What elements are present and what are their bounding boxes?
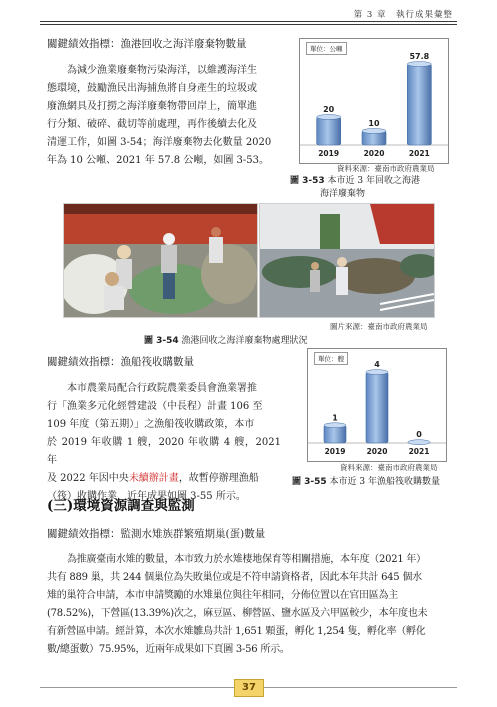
- figure-caption: [290, 173, 420, 186]
- kpi-heading-boat-buyback: 關鍵績效指標：漁船筏收購數量: [47, 356, 194, 368]
- para-line: 本市農業局配合行政院農業委員會漁業署推: [67, 383, 257, 394]
- photo-figure-number: 圖 3-54: [144, 336, 179, 346]
- boat-buyback-paragraph: [47, 380, 281, 506]
- chart-unit-label: 單位：艘: [314, 352, 348, 365]
- chart-bar-top: [317, 115, 341, 120]
- figure-caption-text: 本市近 3 年回收之海港: [327, 176, 420, 186]
- photo-waste-yard: [259, 203, 435, 318]
- marine-waste-paragraph: [47, 62, 279, 170]
- para-line: 數/總蛋數）75.95%，近兩年成果如下頁圖 3-56 所示。: [47, 644, 290, 655]
- chart-boat-buyback-svg: [308, 349, 446, 461]
- chart-bar-top: [324, 423, 346, 428]
- chart-data-label: 57.8: [409, 52, 430, 62]
- chart-data-label: 4: [374, 360, 380, 370]
- para-line: 清運工作，如圖 3-54；海洋廢棄物去化數量 2020: [47, 137, 272, 148]
- photo-waste-sorting-image: [64, 204, 257, 317]
- para-line: 共有 889 巢，共 244 個巢位為失敗巢位或是不符申請資格者，因此本年共計 645 個水: [47, 572, 422, 583]
- para-line: 態環境，鼓勵漁民出海捕魚將自身產生的垃圾或: [47, 83, 257, 94]
- highlight-red-text: 未續辦計畫: [128, 473, 179, 484]
- chart-bar: [407, 64, 431, 145]
- chart-tick-label: 2019: [324, 447, 346, 456]
- chart-bar: [317, 117, 341, 145]
- section-title: (三)環境資源調查與監測: [47, 498, 195, 514]
- figure-caption-text: 本市近 3 年漁船筏收購數量: [329, 477, 440, 487]
- para-line: 有新營區申請。經計算，本次水雉雛鳥共計 1,651 顆蛋，孵化 1,254 隻，孵化率（孵化: [47, 626, 426, 637]
- chart-bar-top: [408, 440, 430, 445]
- photo-waste-sorting: [63, 203, 258, 318]
- figure-caption: [292, 474, 440, 487]
- para-line: 年為 10 公噸、2021 年 57.8 公噸，如圖 3-53。: [47, 155, 269, 166]
- chart-data-label: 1: [332, 413, 338, 423]
- chart-data-label: 10: [368, 119, 380, 128]
- para-line: （筏）收購作業，近年成果如圖 3-55 所示。: [47, 491, 246, 502]
- chart-marine-waste: [299, 38, 449, 164]
- figure-number: 圖 3-53: [290, 176, 325, 186]
- chart-tick-label: 2021: [408, 149, 430, 158]
- chart-tick-label: 2019: [318, 149, 340, 158]
- para-line: [47, 470, 281, 488]
- chart-bar-top: [362, 129, 386, 134]
- chart-bar-top: [366, 370, 388, 375]
- photo-waste-yard-image: [260, 204, 434, 317]
- para-text: 及 2022 年因中央: [47, 473, 129, 484]
- running-header: 第 3 章 執行成果彙整: [353, 10, 453, 20]
- page-number: 37: [234, 679, 264, 697]
- photo-caption: [144, 333, 308, 346]
- para-line: 109 年度（第五期）」之漁船筏收購政策，本市: [47, 419, 255, 430]
- jacana-paragraph: [47, 551, 451, 659]
- kpi-heading-marine-waste: 關鍵績效指標：漁港回收之海洋廢棄物數量: [47, 38, 247, 50]
- photo-source: 圖片來源：臺南市政府農業局: [330, 322, 428, 331]
- para-line: 於 2019 年收購 1 艘，2020 年收購 4 艘，2021 年: [47, 437, 281, 466]
- para-line: 行「漁業多元化經營建設（中長程）計畫 106 至: [47, 401, 263, 412]
- para-line: 廢漁網具及打撈之海洋廢棄物帶回岸上，簡單進: [47, 101, 257, 112]
- figure-number: 圖 3-55: [292, 477, 327, 487]
- chart-tick-label: 2020: [363, 149, 385, 158]
- para-line: 為推廣臺南水雉的數量，本市致力於水雉棲地保育等相關措施，本年度（2021 年）: [67, 554, 426, 565]
- para-line: 行分類、破碎、截切等前處理，再作後續去化及: [47, 119, 257, 130]
- chart-tick-label: 2020: [366, 447, 388, 456]
- chart-boat-buyback: [307, 348, 447, 462]
- chart-data-label: 20: [323, 105, 335, 114]
- header-rule: [40, 21, 457, 22]
- chart-tick-label: 2021: [408, 447, 430, 456]
- chart-data-label: 0: [416, 430, 422, 440]
- chart-source: 資料來源：臺南市政府農業局: [340, 463, 438, 472]
- chart-bar: [366, 372, 388, 443]
- kpi-heading-jacana-nests: 關鍵績效指標：監測水雉族群繁殖期巢(蛋)數量: [47, 528, 266, 540]
- photo-caption-text: 漁港回收之海洋廢棄物處理狀況: [181, 336, 308, 346]
- chart-bar-top: [407, 62, 431, 67]
- chart-source: 資料來源：臺南市政府農業局: [337, 164, 435, 173]
- figure-caption-line2: 海洋廢棄物: [320, 189, 366, 199]
- para-line: 雉的巢符合申請，本市申請獎勵的水雉巢位與往年相同，分佈位置以在官田區為主: [47, 590, 398, 601]
- para-line: 為減少漁業廢棄物污染海洋，以維護海洋生: [67, 65, 257, 76]
- chart-marine-waste-svg: [300, 39, 448, 163]
- chart-unit-label: 單位：公噸: [306, 42, 347, 55]
- para-line: (78.52%)，下營區(13.39%)次之，麻豆區、柳營區、鹽水區及六甲區較少，本年度也未: [47, 608, 428, 619]
- header-rule-thin: [40, 24, 457, 25]
- para-text: ，故暫停辦理漁船: [178, 473, 259, 484]
